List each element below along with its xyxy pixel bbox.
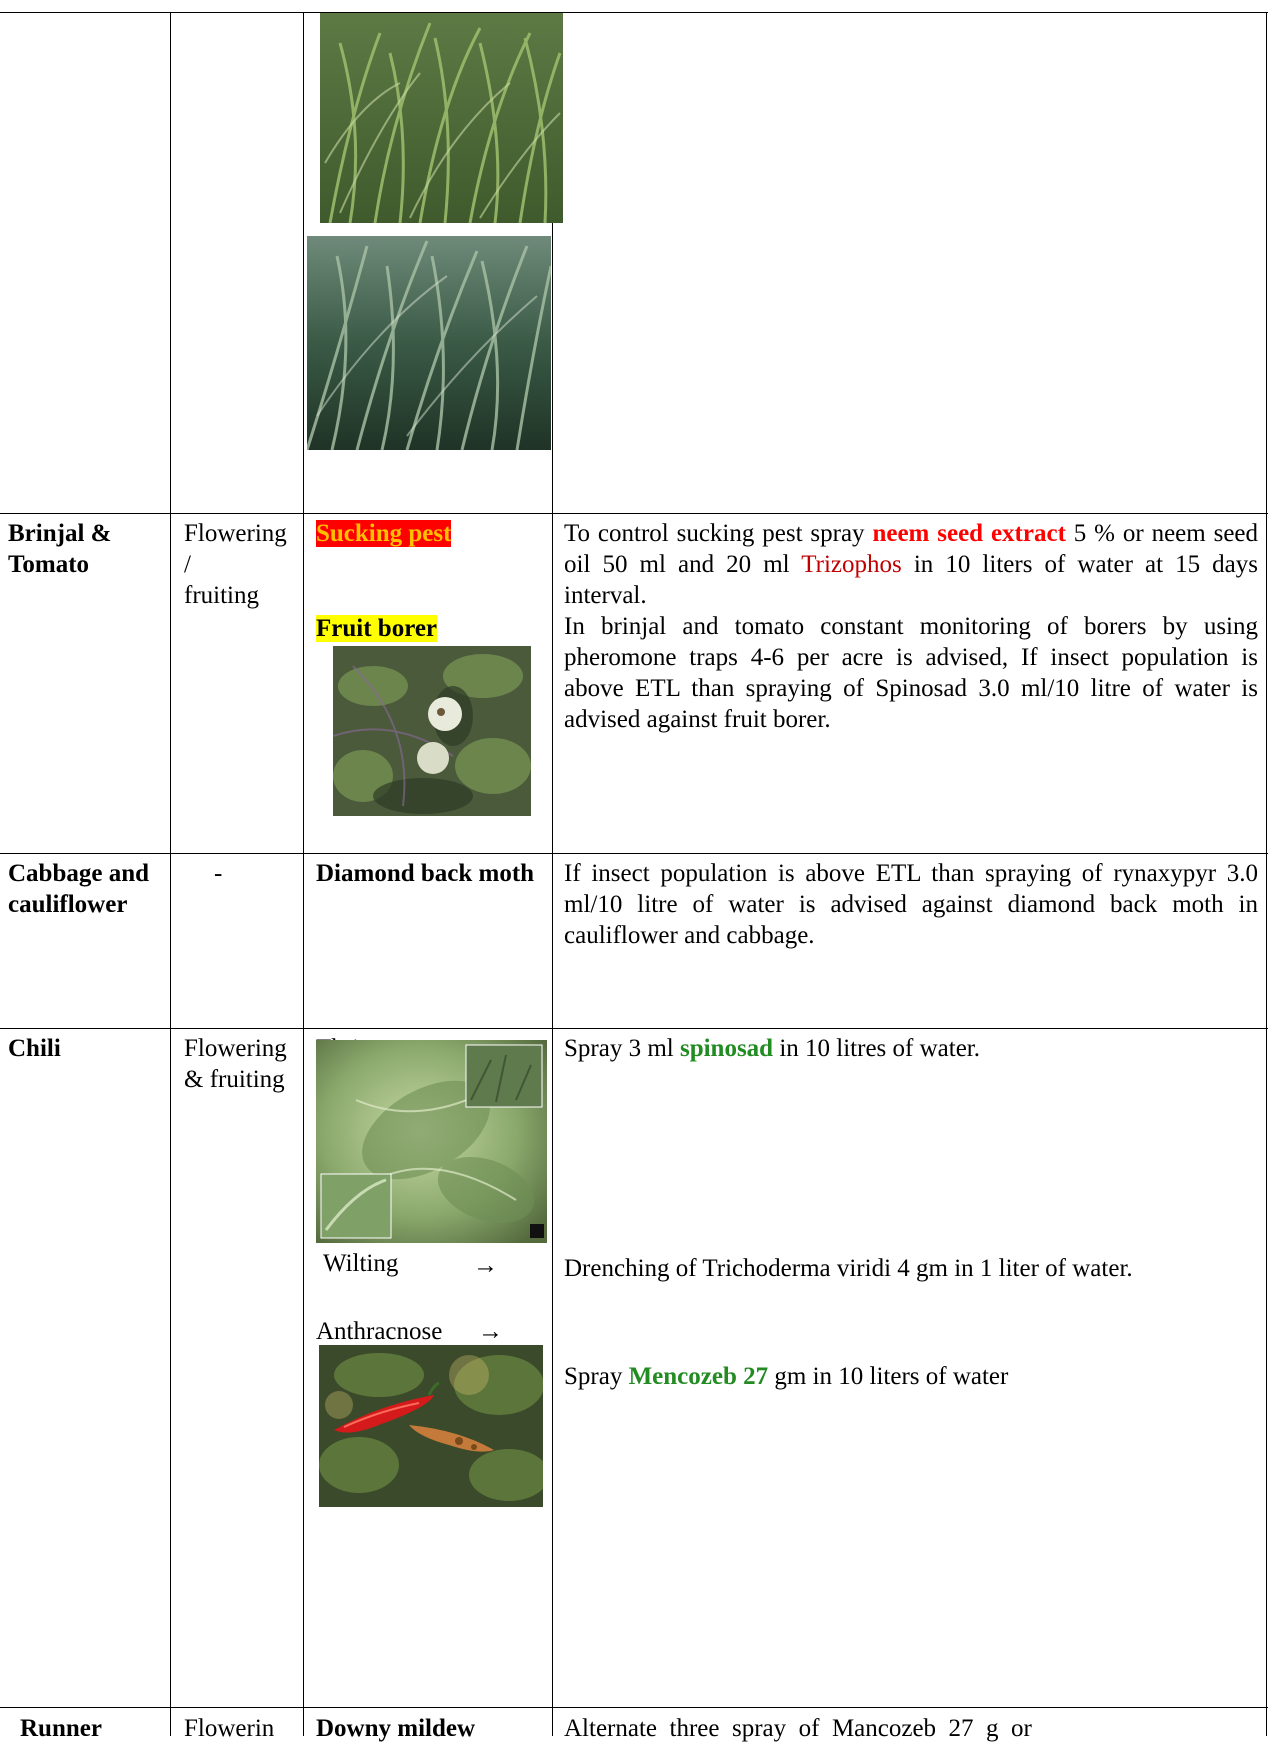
advice-chili-3 (564, 1361, 1258, 1392)
crop-cabbage-cauliflower: Cabbage and cauliflower (8, 860, 150, 918)
pest-anthracnose (316, 1316, 442, 1347)
advice-text: Spray (564, 1363, 623, 1390)
table-top-border (0, 12, 1268, 13)
advice-chili-1 (564, 1033, 1258, 1064)
advice-text: Spray 3 ml (564, 1035, 674, 1062)
advice-text: in 10 litres of water. (779, 1035, 980, 1062)
advice-text: To control sucking pest spray (564, 520, 865, 547)
arrow-right-icon: → (478, 1318, 503, 1345)
stage-line-1: Flowering (184, 1035, 287, 1062)
advice-cabbage: If insect population is above ETL than spraying of rynaxypyr 3.0 ml/10 litre of water is advised against diamond back moth in cauliflower and cabbage. (564, 860, 1258, 949)
fruit-borer-highlight: Fruit borer (316, 615, 438, 642)
crop-runner: Runner (20, 1715, 102, 1742)
stage-line-3: fruiting (184, 582, 259, 609)
pest-fruit-borer (316, 613, 437, 644)
column-divider-3 (552, 12, 553, 1736)
advice-runner: Alternate three spray of Mancozeb 27 g or (564, 1715, 1032, 1742)
spinosad-emphasis: spinosad (679, 1035, 774, 1062)
pest-diamond-back-moth: Diamond back moth (316, 860, 535, 887)
chili-anthracnose-photo (319, 1345, 543, 1507)
chili-thrips-leaf-photo (316, 1040, 547, 1243)
pest-wilting (323, 1248, 398, 1279)
row-divider-chili (0, 1028, 1268, 1029)
row-divider-cabbage (0, 853, 1268, 854)
neem-seed-extract-emphasis: neem seed extract (872, 520, 1066, 547)
pest-sucking-pest (316, 518, 451, 549)
stage-cabbage: - (214, 860, 223, 887)
arrow-right-icon: → (473, 1252, 498, 1279)
advice-brinjal-para-2: In brinjal and tomato constant monitoring of borers by using pheromone traps 4-6 per acre is advised, If insect population is above ETL than spraying of Spinosad 3.0 ml/10 litre of water is advised against fruit borer. (564, 613, 1258, 733)
fruit-borer-tomato-photo (333, 646, 531, 816)
advice-chili-2: Drenching of Trichoderma viridi 4 gm in 1 liter of water. (564, 1255, 1133, 1282)
mencozeb-emphasis: Mencozeb 27 (628, 1363, 769, 1390)
crop-chili: Chili (8, 1035, 61, 1062)
row-divider-runner (0, 1707, 1268, 1708)
advice-brinjal (564, 518, 1258, 735)
stage-runner: Flowerin (184, 1715, 275, 1742)
row-divider-brinjal (0, 513, 1268, 514)
column-divider-2 (303, 12, 304, 1736)
garlic-field-photo-2 (307, 236, 551, 450)
stage-brinjal (184, 518, 302, 611)
advice-text: gm in 10 liters of water (774, 1363, 1009, 1390)
table-right-border (1266, 12, 1267, 1736)
stage-line-2: & fruiting (184, 1066, 285, 1093)
crop-brinjal-tomato: Brinjal & Tomato (8, 520, 112, 578)
stage-chili (184, 1033, 302, 1095)
column-divider-1 (170, 12, 171, 1736)
sucking-pest-highlight: Sucking pest (316, 520, 452, 547)
stage-line-2: / (184, 551, 191, 578)
anthracnose-label: Anthracnose (316, 1318, 443, 1345)
stage-line-1: Flowering (184, 520, 287, 547)
wilting-label: Wilting (323, 1250, 399, 1277)
advice-brinjal-para-1 (564, 518, 1258, 611)
advice-text: 5 % or neem seed oil 50 ml and 20 ml (564, 520, 1259, 578)
trizophos-emphasis: Trizophos (801, 551, 902, 578)
advice-text: in 10 liters of water at 15 days interval. (564, 551, 1258, 609)
pest-downy-mildew: Downy mildew (316, 1715, 476, 1742)
garlic-field-photo-1 (320, 13, 563, 223)
